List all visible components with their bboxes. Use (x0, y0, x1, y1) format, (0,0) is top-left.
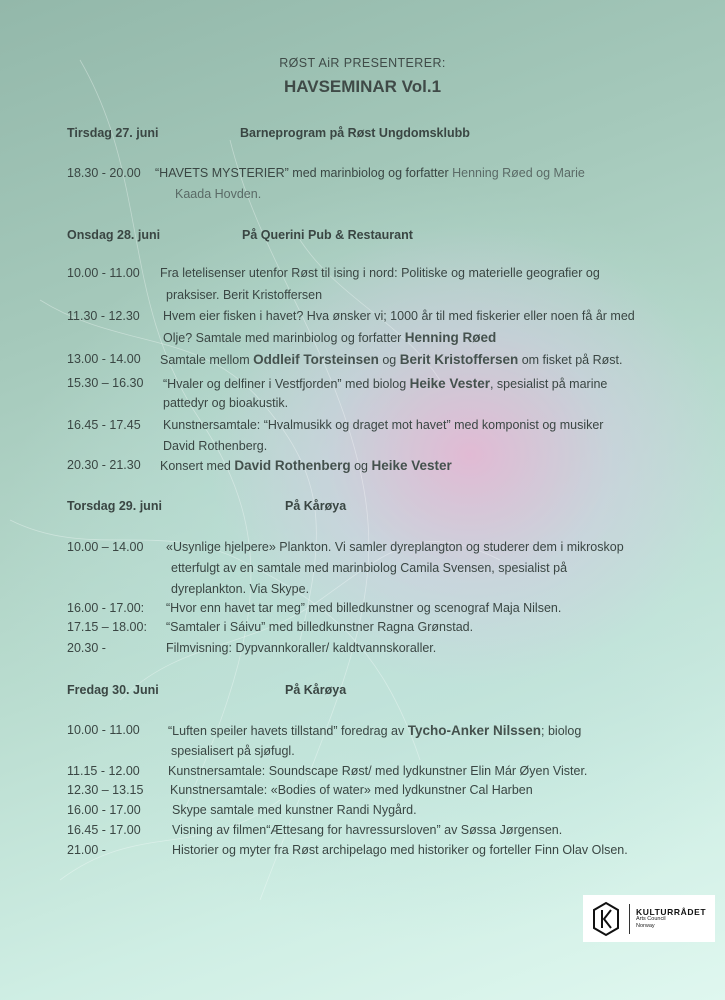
day-venue: På Querini Pub & Restaurant (242, 228, 413, 242)
event-time: 11.15 - 12.00 (67, 764, 140, 778)
event-text: Historier og myter fra Røst archipelago med historiker og forteller Finn Olav Olsen. (172, 843, 628, 857)
event-text: og (350, 459, 372, 473)
logo-text (636, 908, 706, 930)
event-text: pattedyr og bioakustik. (163, 396, 289, 410)
logo-subtitle: Arts Council (636, 916, 666, 923)
event-time: 13.00 - 14.00 (67, 352, 141, 366)
event-text: Kunstnersamtale: «Bodies of water» med lydkunstner Cal Harben (170, 783, 533, 797)
day-venue: På Kårøya (285, 683, 347, 697)
event-text: etterfulgt av en samtale med marinbiolog Camila Svensen, spesialist på (171, 561, 568, 575)
event-text: ; biolog (541, 724, 582, 738)
event-description-line (163, 439, 267, 453)
event-text: Kunstnersamtale: Soundscape Røst/ med lydkunstner Elin Már Øyen Vister. (168, 764, 588, 778)
person-name: Berit Kristoffersen (399, 352, 519, 367)
event-time: 20.30 - 21.30 (67, 458, 141, 472)
day-venue: På Kårøya (285, 499, 347, 513)
event-text: “HAVETS MYSTERIER” med marinbiolog og forfatter (155, 166, 453, 180)
event-time: 21.00 - (67, 843, 106, 857)
event-text: “Hvaler og delfiner i Vestfjorden” med biolog (163, 377, 410, 391)
event-description-line (163, 376, 607, 391)
event-time: 16.45 - 17.45 (67, 418, 141, 432)
event-description-line (166, 620, 473, 634)
event-description-line (170, 783, 533, 797)
event-time: 10.00 - 11.00 (67, 723, 140, 737)
event-description-line (166, 288, 322, 302)
person-name: Oddleif Torsteinsen (253, 352, 379, 367)
event-text: “Hvor enn havet tar meg” med billedkunstner og scenograf Maja Nilsen. (166, 601, 562, 615)
event-description-line (166, 641, 436, 655)
event-text: Kaada Hovden. (175, 187, 262, 201)
presenter-line: RØST AiR PRESENTERER: (279, 56, 446, 70)
event-time: 16.00 - 17.00 (67, 803, 141, 817)
day-date: Onsdag 28. juni (67, 228, 161, 242)
event-text: Filmvisning: Dypvannkoraller/ kaldtvannskoraller. (166, 641, 437, 655)
event-description-line (163, 418, 603, 432)
event-text: Visning av filmen“Ættesang for havressursloven” av Søssa Jørgensen. (172, 823, 563, 837)
event-time: 15.30 – 16.30 (67, 376, 144, 390)
event-description-line (155, 166, 585, 180)
event-text: “Samtaler i Sáivu” med billedkunstner Ragna Grønstad. (166, 620, 474, 634)
event-time: 16.00 - 17.00: (67, 601, 145, 615)
logo-country: Norway (636, 922, 655, 929)
event-time: 10.00 – 14.00 (67, 540, 144, 554)
logo-name: KULTURRÅDET (636, 906, 707, 917)
event-description-line (166, 540, 624, 554)
event-description-line (163, 330, 496, 345)
day-date: Torsdag 29. juni (67, 499, 162, 513)
event-text: Skype samtale med kunstner Randi Nygård. (172, 803, 417, 817)
page-title: HAVSEMINAR Vol.1 (283, 77, 442, 96)
day-date: Tirsdag 27. juni (67, 126, 159, 140)
event-text: praksiser. Berit Kristoffersen (166, 288, 323, 302)
event-text: “Luften speiler havets tillstand” foredrag av (168, 724, 408, 738)
event-time: 11.30 - 12.30 (67, 309, 140, 323)
event-description-line (172, 823, 562, 837)
event-time: 17.15 – 18.00: (67, 620, 147, 634)
kulturradet-logo (583, 895, 715, 942)
event-description-line (171, 582, 309, 596)
event-description-line (160, 266, 600, 280)
kulturradet-mark-icon (591, 901, 621, 937)
event-description-line (166, 601, 561, 615)
event-time: 12.30 – 13.15 (67, 783, 144, 797)
event-text: Hvem eier fisken i havet? Hva ønsker vi; 1000 år til med fiskerier eller noen få år med (163, 309, 635, 323)
person-name: Henning Røed (404, 330, 497, 345)
event-text: dyreplankton. Via Skype. (171, 582, 310, 596)
event-text: spesialisert på sjøfugl. (171, 744, 295, 758)
event-description-line (163, 396, 288, 410)
event-text: om fisket på Røst. (518, 353, 623, 367)
event-description-line (171, 561, 567, 575)
event-time: 16.45 - 17.00 (67, 823, 141, 837)
event-description-line (172, 803, 417, 817)
event-text: Fra letelisenser utenfor Røst til ising i nord: Politiske og materielle geografier og (160, 266, 600, 280)
event-description-line (160, 352, 622, 367)
event-description-line (168, 723, 581, 738)
day-venue: Barneprogram på Røst Ungdomsklubb (240, 126, 470, 140)
event-description-line (175, 187, 261, 201)
day-date: Fredag 30. Juni (67, 683, 159, 697)
person-name: Heike Vester (371, 458, 452, 473)
event-text: og (378, 353, 400, 367)
person-name: David Rothenberg (234, 458, 351, 473)
logo-divider (629, 904, 630, 934)
event-time: 10.00 - 11.00 (67, 266, 140, 280)
event-text: Kunstnersamtale: “Hvalmusikk og draget mot havet” med komponist og musiker (163, 418, 604, 432)
event-description-line (160, 458, 452, 473)
event-description-line (172, 843, 628, 857)
event-time: 18.30 - 20.00 (67, 166, 141, 180)
person-name: Tycho-Anker Nilssen (407, 723, 542, 738)
event-description-line (163, 309, 635, 323)
event-text: Konsert med (160, 459, 235, 473)
event-text: , spesialist på marine (489, 377, 608, 391)
event-text: David Rothenberg. (163, 439, 268, 453)
event-time: 20.30 - (67, 641, 106, 655)
person-name: Heike Vester (409, 376, 490, 391)
event-text: Henning Røed og Marie (452, 166, 585, 180)
event-text: Samtale mellom (160, 353, 254, 367)
event-text: Olje? Samtale med marinbiolog og forfatter (163, 331, 405, 345)
event-text: «Usynlige hjelpere» Plankton. Vi samler dyreplangton og studerer dem i mikroskop (166, 540, 624, 554)
event-description-line (171, 744, 295, 758)
event-description-line (168, 764, 587, 778)
